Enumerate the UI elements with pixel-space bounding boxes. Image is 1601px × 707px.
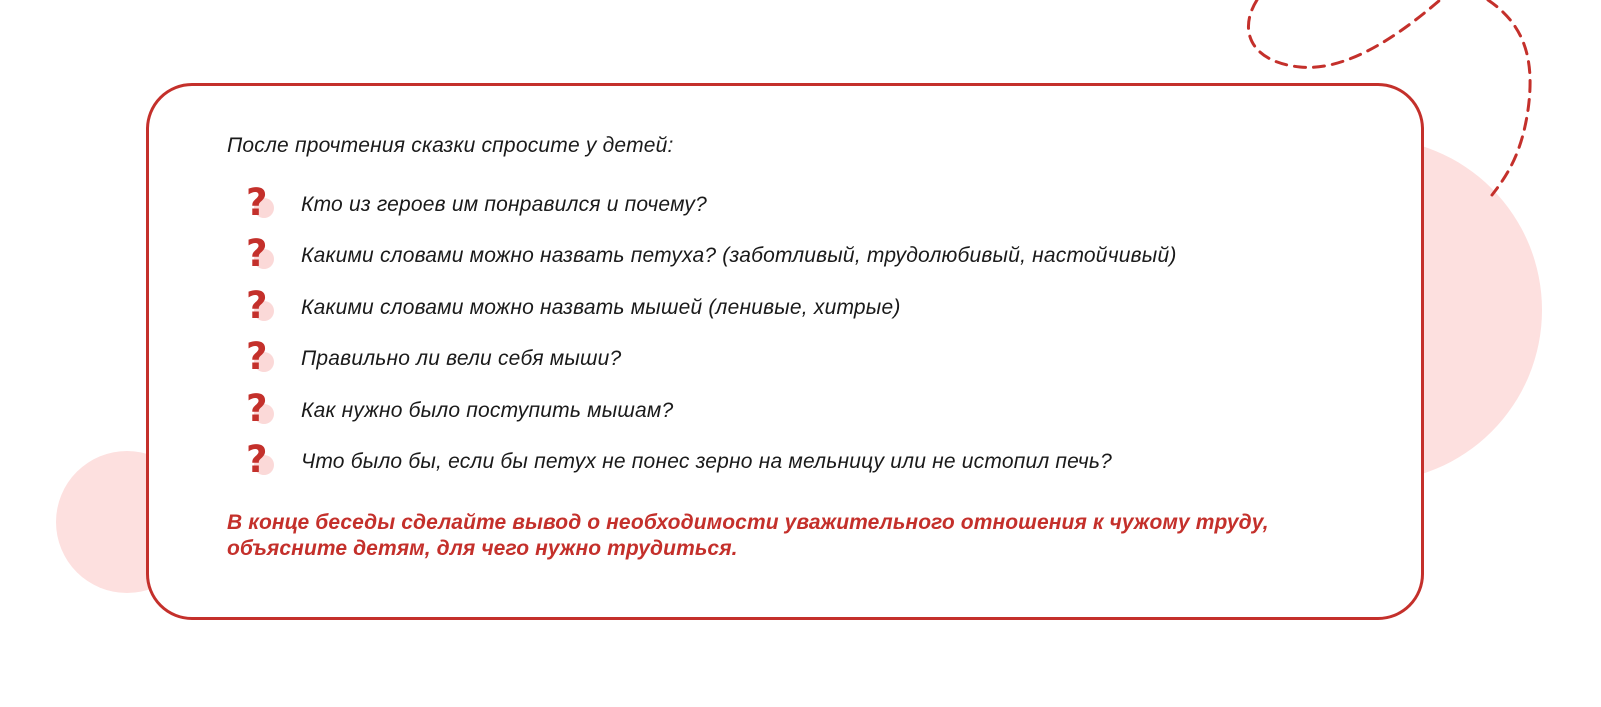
question-text: Какими словами можно назвать мышей (ленивые, хитрые) [301,295,901,319]
question-mark-icon: ? [245,185,277,225]
list-item [245,282,1177,334]
question-text: Правильно ли вели себя мыши? [301,347,622,371]
question-mark-icon: ? [245,339,277,379]
intro-text: После прочтения сказки спросите у детей: [227,134,674,157]
question-mark-icon: ? [245,288,277,328]
question-text: Какими словами можно назвать петуха? (заботливый, трудолюбивый, настойчивый) [301,244,1177,268]
question-list [245,179,1177,488]
question-text: Кто из героев им понравился и почему? [301,192,708,216]
question-text: Что было бы, если бы петух не понес зерно на мельницу или не истопил печь? [301,450,1113,474]
conclusion-text: В конце беседы сделайте вывод о необходимости уважительного отношения к чужому труду, объясните детям, для чего нужно трудиться. [227,511,1269,560]
question-mark-icon: ? [245,236,277,276]
list-item [245,437,1177,489]
list-item [245,334,1177,386]
list-item [245,385,1177,437]
question-mark-icon: ? [245,442,277,482]
question-text: Как нужно было поступить мышам? [301,398,674,422]
list-item [245,231,1177,283]
questions-card [146,83,1424,620]
question-mark-icon: ? [245,391,277,431]
list-item [245,179,1177,231]
